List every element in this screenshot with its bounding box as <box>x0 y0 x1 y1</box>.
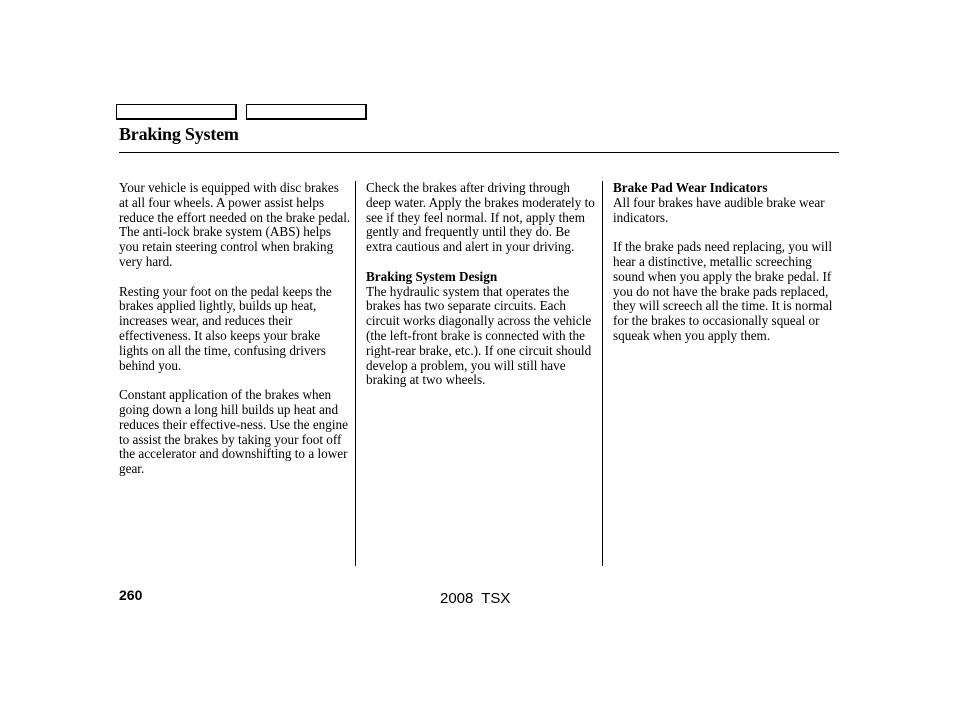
section-heading: Brake Pad Wear Indicators <box>613 180 768 195</box>
section-block <box>613 181 841 225</box>
paragraph: All four brakes have audible brake wear indicators. <box>613 194 825 225</box>
paragraph: If the brake pads need replacing, you will hear a distinctive, metallic screeching sound when you apply the brake pedal. If you do not have the brake pads replaced, they will screech all the time. It is normal for the brakes to occasionally squeal or squeak when you apply them. <box>613 239 833 343</box>
footer-model: 2008 TSX <box>440 590 511 607</box>
paragraph: Resting your foot on the pedal keeps the brakes applied lightly, builds up heat, increases wear, and reduces their effectiveness. It also keeps your brake lights on all the time, confusing drivers behind you. <box>119 283 332 373</box>
text-column-2 <box>366 181 598 403</box>
nav-button-next[interactable] <box>246 104 367 120</box>
paragraph: The hydraulic system that operates the brakes has two separate circuits. Each circuit works diagonally across the vehicle (the left-front brake is connected with the right-rear brake, etc.). If one circuit should develop a problem, you will still have braking at two wheels. <box>366 283 592 388</box>
nav-button-previous[interactable] <box>116 104 237 120</box>
paragraph: Constant application of the brakes when going down a long hill builds up heat and reduces their effective-ness. Use the engine to assist the brakes by taking your foot off the accelerator and downshifting to a lower gear. <box>119 387 348 477</box>
section-block <box>366 270 598 388</box>
paragraph: Your vehicle is equipped with disc brakes at all four wheels. A power assist helps reduce the effort needed on the brake pedal. The anti-lock brake system (ABS) helps you retain steering control when braking very hard. <box>119 180 351 269</box>
column-divider <box>355 181 356 566</box>
page-number: 260 <box>119 587 143 603</box>
section-heading: Braking System Design <box>366 268 498 284</box>
paragraph: Check the brakes after driving through deep water. Apply the brakes moderately to see if they feel normal. If not, apply them gently and frequently until they do. Be extra cautious and alert in your driving. <box>366 180 595 255</box>
text-column-3 <box>613 181 841 359</box>
column-divider <box>602 181 603 566</box>
text-column-1 <box>119 181 351 492</box>
page-title: Braking System <box>119 124 239 144</box>
title-divider <box>119 152 839 153</box>
